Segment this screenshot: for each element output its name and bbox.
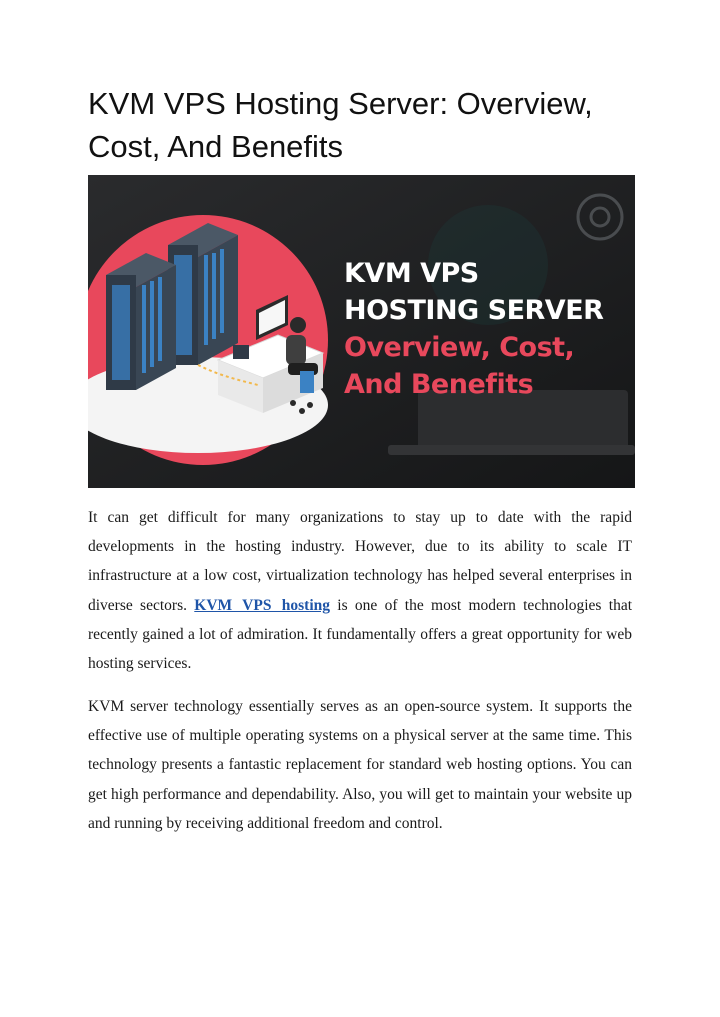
kvm-vps-hosting-link[interactable]: KVM VPS hosting <box>194 596 330 614</box>
intro-text-after-link: is one of the most modern technologies that recently gained a lot of admiration. It fundamentally offers a great opportunity for web hosting services. <box>88 596 633 673</box>
banner-line-4: And Benefits <box>344 369 534 400</box>
banner-line-1: KVM VPS <box>344 258 479 289</box>
body-paragraph: KVM server technology essentially serves as an open-source system. It supports the effective use of multiple operating systems on a physical server at the same time. This technology presents a fantastic replacement for standard web hosting options. You can get high performance and dependability. Also, you will get to maintain your website up and running by receiving additional freedom and control. <box>88 698 632 832</box>
intro-paragraph <box>88 503 632 678</box>
server-rack-icon <box>106 253 176 390</box>
banner-line-3: Overview, Cost, <box>344 332 575 363</box>
server-rack-icon <box>168 223 238 365</box>
banner-line-2: HOSTING SERVER <box>344 295 604 326</box>
hero-banner-image <box>88 175 635 488</box>
banner-headline <box>344 255 634 403</box>
page-title: KVM VPS Hosting Server: Overview, Cost, And Benefits <box>88 86 593 164</box>
intro-text-before-link: It can get difficult for many organizations to stay up to date with the rapid developments in the hosting industry. However, due to its ability to scale IT infrastructure at a low cost, virtualization technology has helped several enterprises in diverse sectors. <box>88 509 632 614</box>
